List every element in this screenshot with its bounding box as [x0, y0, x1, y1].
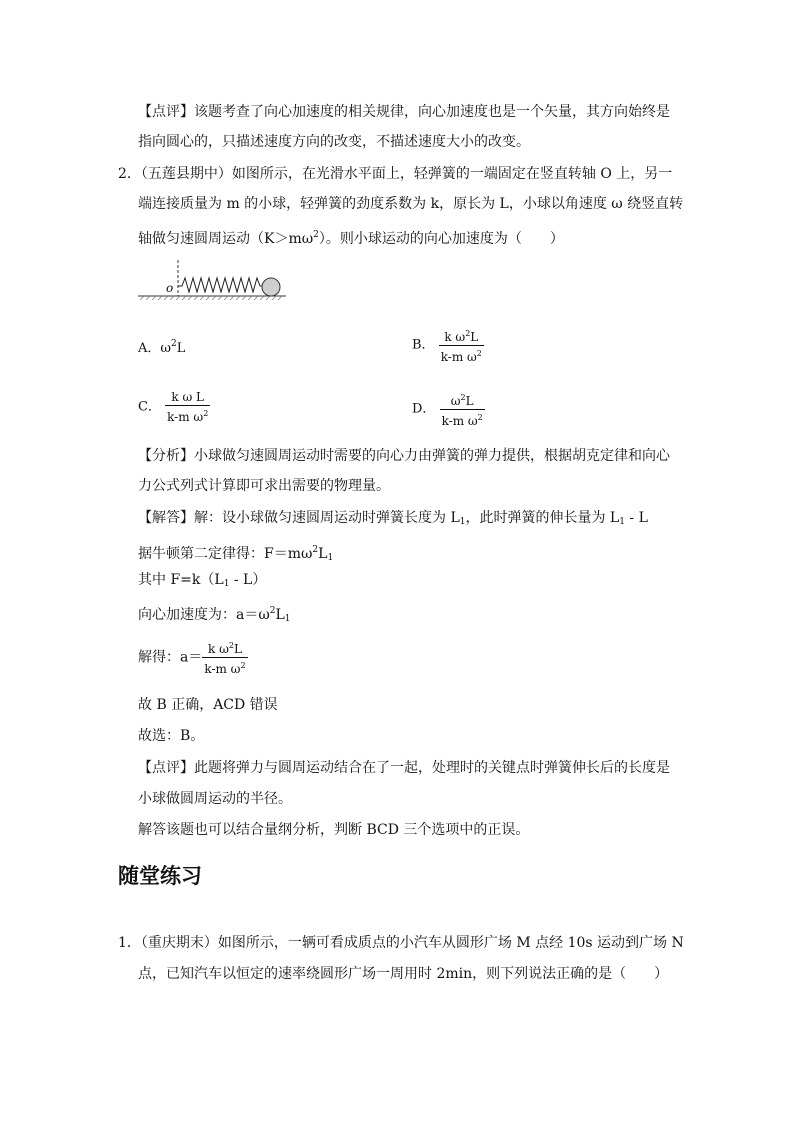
review-line-2: 指向圆心的，只描述速度方向的改变，不描述速度大小的改变。: [138, 134, 530, 150]
review2-line-3: 解答该题也可以结合量纲分析，判断 BCD 三个选项中的正误。: [138, 822, 530, 838]
spring: [178, 278, 262, 292]
option-d-fraction: $\frac{\omega^2L}{k-m \omega^2}$: [440, 390, 485, 429]
solution-line-4: 向心加速度为：$a=\omega^2L_1$: [138, 606, 291, 624]
solution-line-6: 故 B 正确，ACD 错误: [138, 697, 278, 713]
solution-line-2: 据牛顿第二定律得：$F=m\omega^2L_1$: [138, 545, 334, 563]
option-d: D． $\frac{\omega^2L}{k-m \omega^2}$: [412, 390, 485, 429]
practice-1-line-1: 1．（重庆期末）如图所示，一辆可看成质点的小汽车从圆形广场 M 点经 10s 运动到广场 N: [118, 935, 684, 951]
analysis-line-1: 【分析】小球做匀速圆周运动时需要的向心力由弹簧的弹力提供，根据胡克定律和向心: [138, 448, 670, 464]
option-b: B． $\frac{k \omega^2L}{k-m \omega^2}$: [412, 326, 484, 365]
solution-line-5: 解得：a＝ $\frac{k \omega^2L}{k-m \omega^2}$: [138, 638, 248, 677]
solution-fraction: $\frac{k \omega^2L}{k-m \omega^2}$: [202, 638, 247, 677]
review2-line-1: 【点评】此题将弹力与圆周运动结合在了一起，处理时的关键点时弹簧伸长后的长度是: [138, 760, 670, 776]
question-2-line-2: 端连接质量为 m 的小球，轻弹簧的劲度系数为 k，原长为 L，小球以角速度 ω 绕竖直转: [138, 196, 684, 212]
section-heading: 随堂练习: [118, 864, 202, 888]
solution-line-1: 【解答】解：设小球做匀速圆周运动时弹簧长度为 $L_1$，此时弹簧的伸长量为 $L_1$ - L: [138, 510, 648, 527]
ball: [262, 278, 280, 296]
option-c: C． $\frac{\text{k ω L}}{k-m \omega^2}$: [138, 390, 209, 424]
question-2-line-1: 2．（五莲县期中）如图所示，在光滑水平面上，轻弹簧的一端固定在竖直转轴 O 上，另一: [118, 166, 673, 182]
solution-line-7: 故选：B。: [138, 728, 205, 744]
option-a: A．$\omega^2L$: [138, 339, 186, 356]
practice-1-line-2: 点，已知汽车以恒定的速率绕圆形广场一周用时 2min，则下列说法正确的是（ ）: [138, 966, 669, 982]
option-c-fraction: $\frac{\text{k ω L}}{k-m \omega^2}$: [167, 390, 209, 424]
question-2-line-3: 轴做匀速圆周运动$(K>m\omega^2)$。则小球运动的向心加速度为（ ）: [138, 230, 564, 247]
review2-line-2: 小球做圆周运动的半径。: [138, 791, 292, 807]
review-line-1: 【点评】该题考查了向心加速度的相关规律，向心加速度也是一个矢量，其方向始终是: [138, 104, 670, 120]
analysis-line-2: 力公式列式计算即可求出需要的物理量。: [138, 478, 390, 494]
axis-label-o: o: [166, 281, 174, 295]
ground-hatch: [140, 296, 282, 300]
solution-line-3: 其中 $F=k(L_1 - L)$: [138, 572, 267, 589]
spring-figure: [138, 258, 288, 304]
option-b-fraction: $\frac{k \omega^2L}{k-m \omega^2}$: [439, 326, 484, 365]
